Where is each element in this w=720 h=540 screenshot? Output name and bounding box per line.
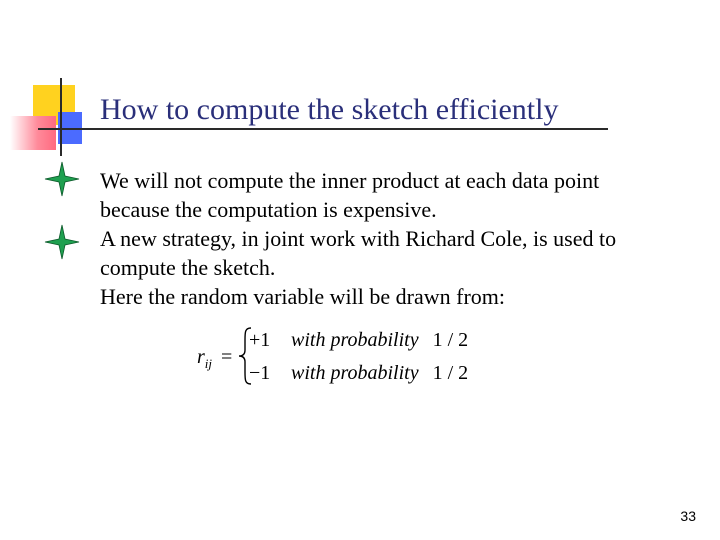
title-underline-rule bbox=[38, 128, 608, 130]
bullet-star-icon bbox=[44, 224, 80, 260]
formula-var: r bbox=[197, 346, 205, 368]
formula-lhs bbox=[197, 346, 212, 372]
bullet-line: compute the sketch. bbox=[100, 255, 276, 280]
case-text: with probability bbox=[291, 362, 419, 384]
bullet-list bbox=[100, 166, 700, 311]
decor-vertical-rule bbox=[60, 78, 62, 156]
formula-case-row bbox=[249, 362, 468, 385]
case-value: 1 / 2 bbox=[432, 329, 469, 351]
case-text: with probability bbox=[291, 329, 419, 351]
bullet-line: because the computation is expensive. bbox=[100, 197, 437, 222]
formula-equals: = bbox=[221, 346, 233, 368]
probability-formula bbox=[195, 326, 495, 388]
bullet-line: Here the random variable will be drawn from: bbox=[100, 284, 506, 309]
case-value: 1 / 2 bbox=[432, 362, 469, 384]
case-sign: −1 bbox=[249, 362, 271, 384]
formula-subscript: ij bbox=[204, 356, 213, 371]
bullet-star-icon bbox=[44, 161, 80, 197]
bullet-line: We will not compute the inner product at each data point bbox=[100, 168, 600, 193]
page-number: 33 bbox=[680, 508, 696, 524]
formula-case-row bbox=[249, 329, 468, 352]
case-sign: +1 bbox=[249, 329, 271, 351]
decor-pink-block bbox=[10, 116, 56, 150]
bullet-line: A new strategy, in joint work with Richard Cole, is used to bbox=[100, 226, 617, 251]
slide-title: How to compute the sketch efficiently bbox=[100, 93, 559, 126]
